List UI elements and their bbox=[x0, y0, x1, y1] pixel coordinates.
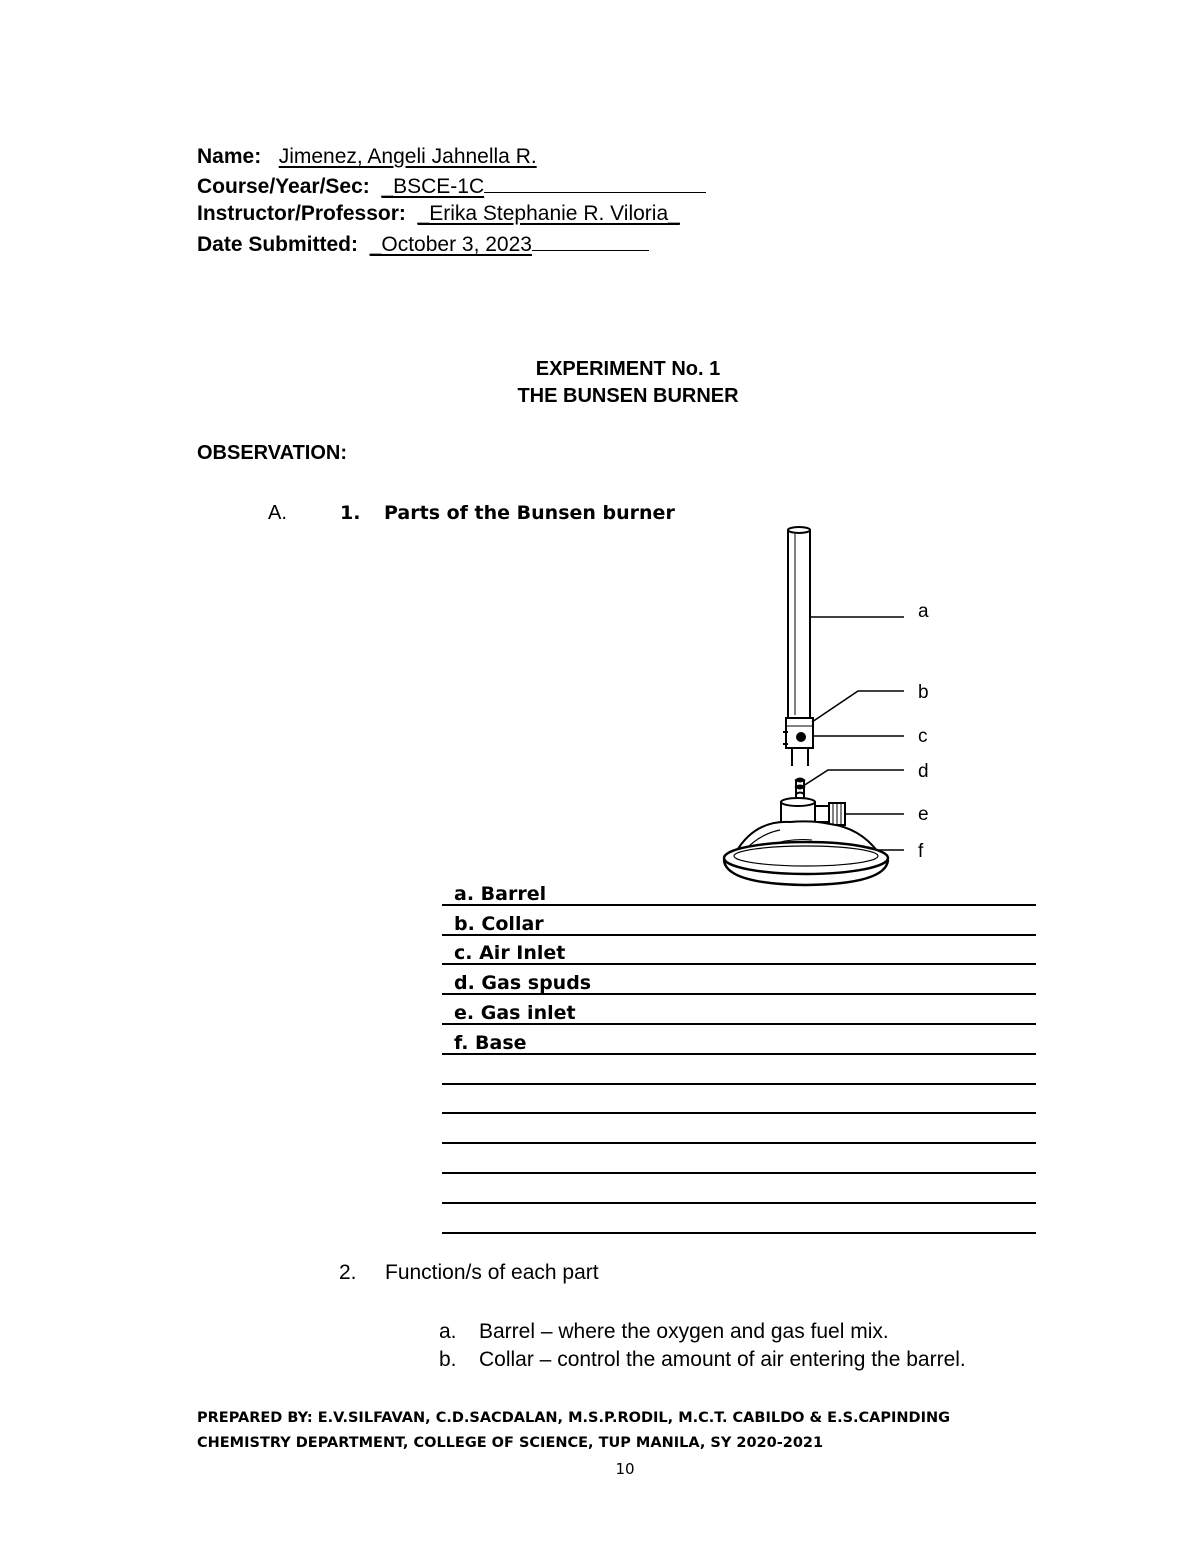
label-d: d bbox=[918, 761, 929, 782]
function-a-text: Barrel – where the oxygen and gas fuel mix. bbox=[479, 1320, 889, 1343]
answer-line bbox=[442, 1055, 1036, 1085]
answer-line bbox=[442, 1114, 1036, 1144]
functions-title: Function/s of each part bbox=[385, 1261, 599, 1284]
course-value: _BSCE-1C bbox=[381, 175, 485, 198]
label-e: e bbox=[918, 804, 929, 825]
function-b-letter: b. bbox=[439, 1348, 457, 1371]
instructor-value: _Erika Stephanie R. Viloria_ bbox=[417, 202, 680, 225]
answer-line bbox=[442, 876, 1036, 906]
answer-text: f. Base bbox=[454, 1031, 527, 1054]
label-b: b bbox=[918, 682, 929, 703]
label-f: f bbox=[918, 841, 924, 862]
function-b-text: Collar – control the amount of air entering the barrel. bbox=[479, 1348, 966, 1371]
name-label: Name: bbox=[197, 145, 262, 168]
date-label: Date Submitted: bbox=[197, 233, 359, 256]
answer-line bbox=[442, 1204, 1036, 1234]
instructor-label: Instructor/Professor: bbox=[197, 202, 406, 225]
answer-line bbox=[442, 1174, 1036, 1204]
item-1-number: 1. bbox=[340, 502, 361, 524]
answer-line bbox=[442, 936, 1036, 966]
page-number: 10 bbox=[615, 1460, 635, 1478]
prepared-by-footer: PREPARED BY: E.V.SILFAVAN, C.D.SACDALAN, M.S.P.RODIL, M.C.T. CABILDO & E.S.CAPINDING CHEMISTRY DEPARTMENT, COLLEGE OF SCIENCE, TUP MANILA, SY 2020-2021 bbox=[197, 1410, 951, 1451]
answer-text: a. Barrel bbox=[454, 882, 547, 905]
callout-labels bbox=[918, 601, 929, 862]
label-c: c bbox=[918, 726, 928, 747]
observation-heading: OBSERVATION: bbox=[197, 442, 348, 464]
callout-b bbox=[812, 691, 904, 722]
name-value: Jimenez, Angeli Jahnella R. bbox=[278, 145, 537, 168]
callout-d bbox=[800, 770, 904, 788]
answer-line bbox=[442, 995, 1036, 1025]
parts-answer-lines bbox=[442, 876, 1036, 1234]
item-2-number: 2. bbox=[339, 1261, 357, 1284]
answer-line bbox=[442, 1144, 1036, 1174]
answer-line bbox=[442, 1025, 1036, 1055]
answer-line bbox=[442, 906, 1036, 936]
answer-line bbox=[442, 1085, 1036, 1115]
function-a-letter: a. bbox=[439, 1320, 457, 1343]
section-a-letter: A. bbox=[268, 502, 287, 524]
parts-title: Parts of the Bunsen burner bbox=[384, 502, 675, 524]
answer-text: c. Air Inlet bbox=[454, 942, 566, 965]
burner-illustration bbox=[724, 527, 888, 885]
answer-text: e. Gas inlet bbox=[454, 1001, 576, 1024]
answer-text: d. Gas spuds bbox=[454, 972, 592, 995]
date-value: _October 3, 2023 bbox=[369, 233, 532, 256]
course-label: Course/Year/Sec: bbox=[197, 175, 370, 198]
experiment-title: THE BUNSEN BURNER bbox=[517, 385, 739, 407]
label-a: a bbox=[918, 601, 929, 622]
answer-text: b. Collar bbox=[454, 912, 544, 935]
experiment-number: EXPERIMENT No. 1 bbox=[535, 358, 721, 380]
answer-line bbox=[442, 965, 1036, 995]
